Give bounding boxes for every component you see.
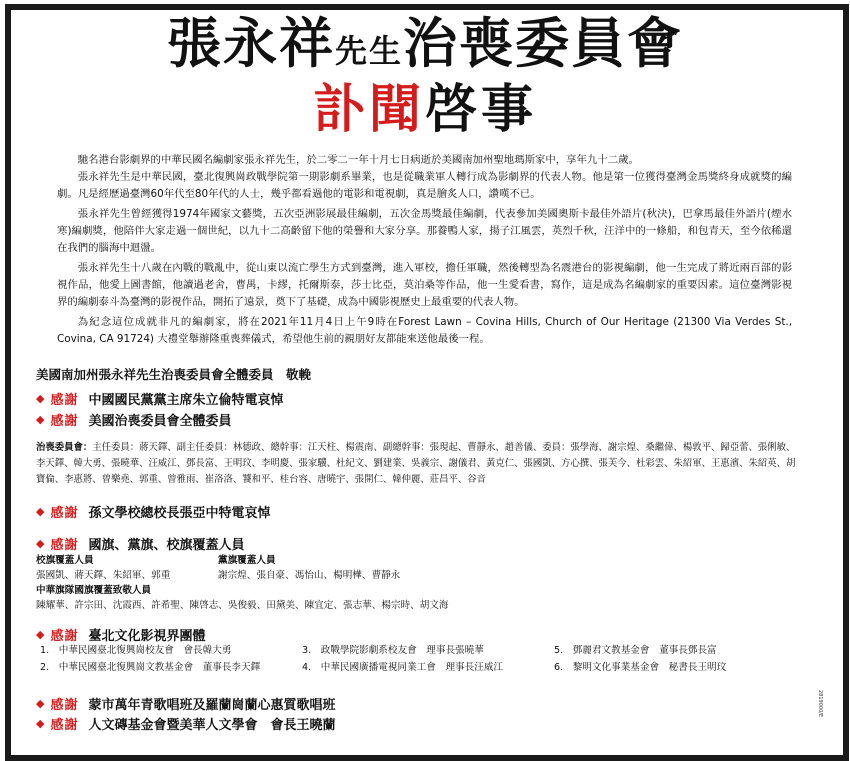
national-flag-group: [36, 583, 449, 613]
diamond-icon: ◆: [36, 392, 45, 405]
thanks-text: 人文磚基金會暨美華人文學會 會長王曉蘭: [88, 718, 336, 733]
diamond-icon: ◆: [36, 505, 45, 518]
thanks-7: [36, 714, 336, 733]
thanks-label: 感謝: [50, 393, 79, 408]
obituary-red-text: 訃聞: [312, 80, 425, 140]
announcement-text: 啓事: [425, 80, 538, 140]
honorific: 先生: [334, 32, 403, 70]
committee-title: 治喪委員會: [403, 12, 683, 75]
thanks-1: [36, 389, 284, 408]
committee-members: [36, 440, 796, 488]
diamond-icon: ◆: [36, 717, 45, 730]
org-item: 4. 中華民國廣播電視同業工會 理事長汪威江: [302, 662, 504, 673]
paragraph-2: 張永祥先生是中華民國，臺北復興崗政戰學院第一期影劇系畢業，也是從職業軍人轉行成為影劇界的代表人物。他是第一位獲得臺灣金馬獎終身成就獎的編劇。凡是經歷過臺灣60年代至80年代的人士，幾乎都看過他的電影和電視劇，真是膾炙人口，讚嘆不已。: [57, 171, 792, 200]
org-item: 3. 政戰學院影劇系校友會 理事長張曉華: [302, 645, 484, 656]
org-list: [40, 642, 800, 676]
thanks-text: 國旗、黨旗、校旗覆蓋人員: [88, 538, 245, 553]
party-flag-title: 黨旗覆蓋人員: [218, 555, 276, 566]
members-label: 治喪委員會：: [36, 442, 93, 453]
diamond-icon: ◆: [36, 697, 45, 710]
thanks-label: 感謝: [50, 629, 79, 644]
paragraph-5: 為紀念這位成就非凡的編劇家，將在2021年11月4日上午9時在Forest Lawn – Covina Hills, Church of Our Heritage (21300 Via Verdes St., Covina, CA 91724) 大禮堂舉辦隆重喪葬儀式，希望他生前的親朋好友都能來送他最後一程。: [57, 316, 792, 345]
diamond-icon: ◆: [36, 413, 45, 426]
org-item: 2. 中華民國臺北復興崗文教基金會 董事長李天鐸: [40, 662, 261, 673]
thanks-label: 感謝: [50, 414, 79, 429]
obituary-title: [0, 12, 850, 85]
paragraph-4: 張永祥先生十八歲在內戰的戰亂中，從山東以流亡學生方式到臺灣，進入軍校，擔任軍職，然後轉型為名震港台的影視編劇，他一生完成了將近兩百部的影視作品，他愛上圖書館，他讀過老舍，曹禺，卡繆，托爾斯泰，莎士比亞，莫泊桑等作品，他一生愛看書，寫作，這是成為名編劇家的重要因素。這位臺灣影視界的編劇泰斗為臺灣的影視作品，開拓了遠景，奠下了基礎，成為中國影視歷史上最重要的代表人物。: [57, 262, 792, 308]
thanks-text: 中國國民黨黨主席朱立倫特電哀悼: [88, 393, 284, 408]
party-flag-group: [218, 553, 400, 583]
party-flag-names: 謝宗煌、張自豪、馮怡山、楊明樺、曹靜永: [218, 570, 401, 581]
thanks-label: 感謝: [50, 698, 79, 713]
org-item: 5. 鄧麗君文教基金會 董事長鄧長富: [554, 645, 717, 656]
thanks-text: 臺北文化影視界團體: [88, 629, 206, 644]
ad-code: 2819000/E: [817, 690, 823, 718]
org-item: 1. 中華民國臺北復興崗校友會 會長韓大勇: [40, 645, 232, 656]
diamond-icon: ◆: [36, 628, 45, 641]
diamond-icon: ◆: [36, 537, 45, 550]
obituary-body: [57, 152, 792, 348]
thanks-text: 美國治喪委員會全體委員: [88, 414, 232, 429]
thanks-6: [36, 694, 336, 713]
thanks-label: 感謝: [50, 718, 79, 733]
school-flag-names: 張國凱、蔣天鐸、朱紹軍、郭重: [36, 570, 171, 581]
members-text: 主任委員：蔣天鐸、副主任委員：林德政、總幹事：江天柱、楊震南、副總幹事：張現起、曹靜永、趙善儀、委員：張學海、謝宗煌、桑繼偉、楊敦平、歸亞蕾、張俐敏、李天鐸、韓大勇、張曉華、汪威江、鄧長富、王明玟、李明慶、張家驥、杜紀文、劉建業、吳義宗、謝儀君、黃克仁、張國凱、方心撰、張芙今、杜彩雲、朱紹軍、王惠濱、朱紹英、胡寶倫、李惠將、曾樂堯、郭重、曾雅雨、崔洛洛、饕和平、桂台容、唐曉宇、張開仁、韓仲麗、莊昌平、谷音: [36, 442, 796, 485]
deceased-name: 張永祥: [166, 12, 335, 75]
thanks-text: 孫文學校總校長張亞中特電哀悼: [88, 506, 271, 521]
thanks-3: [36, 502, 271, 521]
thanks-text: 蒙市萬年青歌唱班及羅蘭崗蘭心惠質歌唱班: [88, 698, 336, 713]
paragraph-3: 張永祥先生曾經獲得1974年國家文藝獎，五次亞洲影展最佳編劇，五次金馬獎最佳編劇，代表參加美國奧斯卡最佳外語片(秋決)，巴拿馬最佳外語片(煙水寒)編劇獎，他陪伴大家走過一個世紀，以九十二高齡留下他的榮譽和大家分享。那養鴨人家，揚子江風雲，英烈千秋，汪洋中的一條船，和包青天，至今依稀還在我們的腦海中迴盪。: [57, 208, 792, 254]
thanks-2: [36, 410, 232, 429]
school-flag-title: 校旗覆蓋人員: [36, 555, 94, 566]
thanks-label: 感謝: [50, 506, 79, 521]
national-flag-title: 中華旗隊國旗覆蓋致敬人員: [36, 585, 152, 596]
school-flag-group: [36, 553, 170, 583]
national-flag-names: 陳耀華、許宗田、沈霞西、許希聖、陳啓志、吳俊毅、田黛美、陳宜定、張志華、楊宗時、胡文海: [36, 600, 449, 611]
obituary-subtitle: [0, 82, 850, 138]
committee-heading: 美國南加州張永祥先生治喪委員會全體委員 敬輓: [36, 367, 312, 382]
paragraph-1: 馳名港台影劇界的中華民國名編劇家張永祥先生，於二零二一年十月七日病逝於美國南加州聖地瑪斯家中，享年九十二歲。: [77, 154, 639, 166]
thanks-4: [36, 534, 245, 553]
thanks-label: 感謝: [50, 538, 79, 553]
org-item: 6. 黎明文化事業基金會 秘書長王明玟: [554, 662, 727, 673]
